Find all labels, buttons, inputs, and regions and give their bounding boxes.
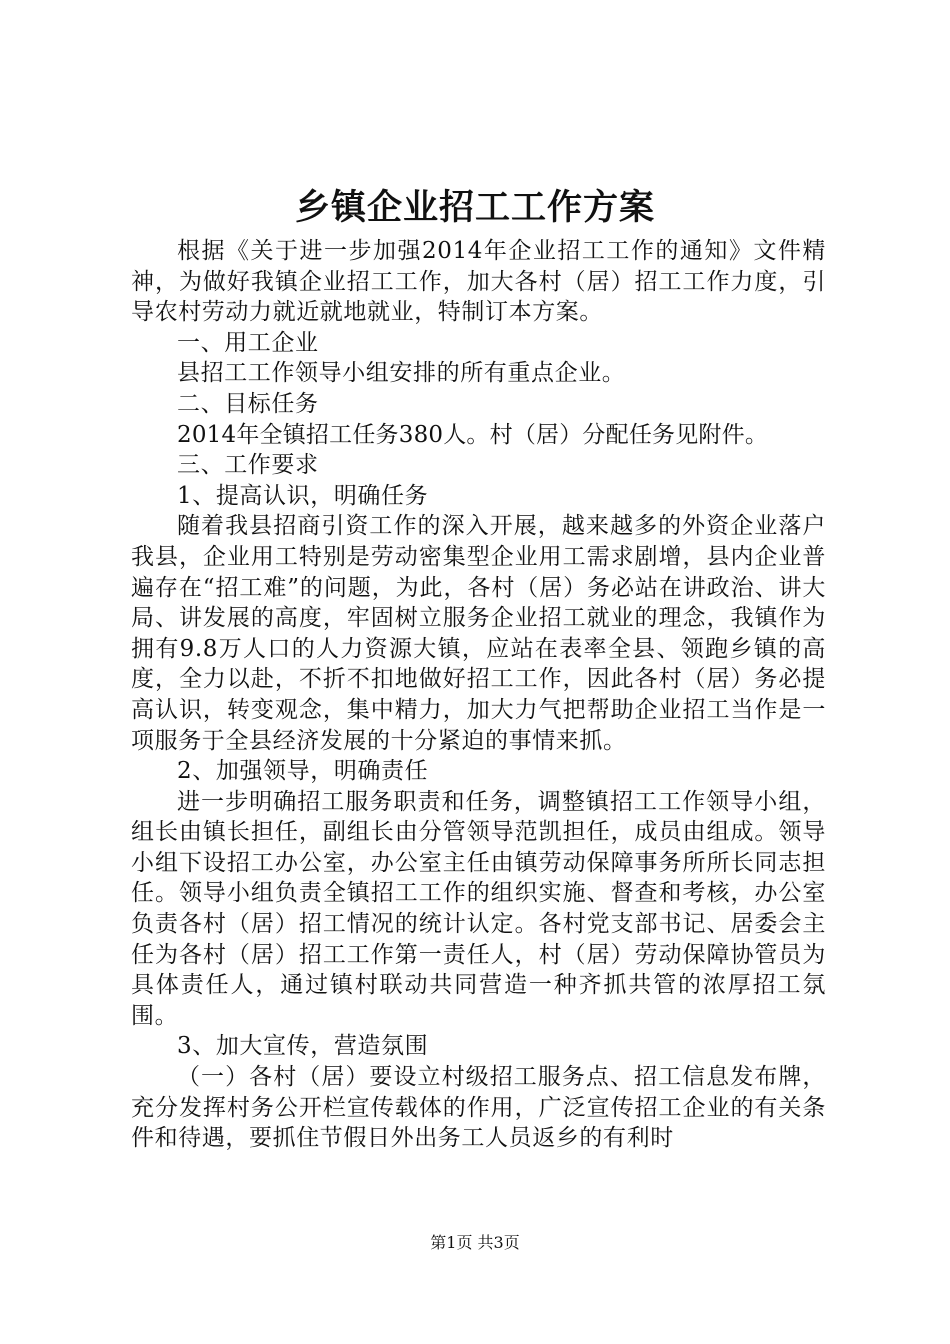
paragraph-publicity: （一）各村（居）要设立村级招工服务点、招工信息发布牌，充分发挥村务公开栏宣传载体的作用，广泛宣传招工企业的有关条件和待遇，要抓住节假日外出务工人员返乡的有利时 [131,1064,826,1152]
page-title: 乡镇企业招工工作方案 [294,187,655,228]
subheading-awareness: 1、提高认识，明确任务 [177,482,429,509]
heading-employers: 一、用工企业 [177,329,319,356]
subheading-publicity: 3、加大宣传，营造氛围 [177,1033,429,1060]
paragraph-intro: 根据《关于进一步加强2014年企业招工工作的通知》文件精神，为做好我镇企业招工工作，加大各村（居）招工工作力度，引导农村劳动力就近就地就业，特制订本方案。 [131,238,826,326]
paragraph-leadership: 进一步明确招工服务职责和任务，调整镇招工工作领导小组，组长由镇长担任，副组长由分管领导范凯担任，成员由组成。领导小组下设招工办公室，办公室主任由镇劳动保障事务所所长同志担任。领导小组负责全镇招工工作的组织实施、督查和考核，办公室负责各村（居）招工情况的统计认定。各村党支部书记、居委会主任为各村（居）招工工作第一责任人，村（居）劳动保障协管员为具体责任人，通过镇村联动共同营造一种齐抓共管的浓厚招工氛围。 [131,788,826,1029]
heading-requirements: 三、工作要求 [177,452,319,479]
page-number-footer: 第1页 共3页 [430,1233,520,1252]
subheading-leadership: 2、加强领导，明确责任 [177,758,429,785]
paragraph-employers: 县招工工作领导小组安排的所有重点企业。 [177,360,626,387]
paragraph-awareness: 随着我县招商引资工作的深入开展，越来越多的外资企业落户我县，企业用工特别是劳动密集型企业用工需求剧增，县内企业普遍存在“招工难”的问题，为此，各村（居）务必站在讲政治、讲大局、讲发展的高度，牢固树立服务企业招工就业的理念，我镇作为拥有9.8万人口的人力资源大镇，应站在表率全县、领跑乡镇的高度，全力以赴，不折不扣地做好招工工作，因此各村（居）务必提高认识，转变观念，集中精力，加大力气把帮助企业招工当作是一项服务于全县经济发展的十分紧迫的事情来抓。 [131,513,826,754]
heading-targets: 二、目标任务 [177,390,319,417]
paragraph-targets: 2014年全镇招工任务380人。村（居）分配任务见附件。 [177,421,769,448]
document-body [131,236,826,1154]
